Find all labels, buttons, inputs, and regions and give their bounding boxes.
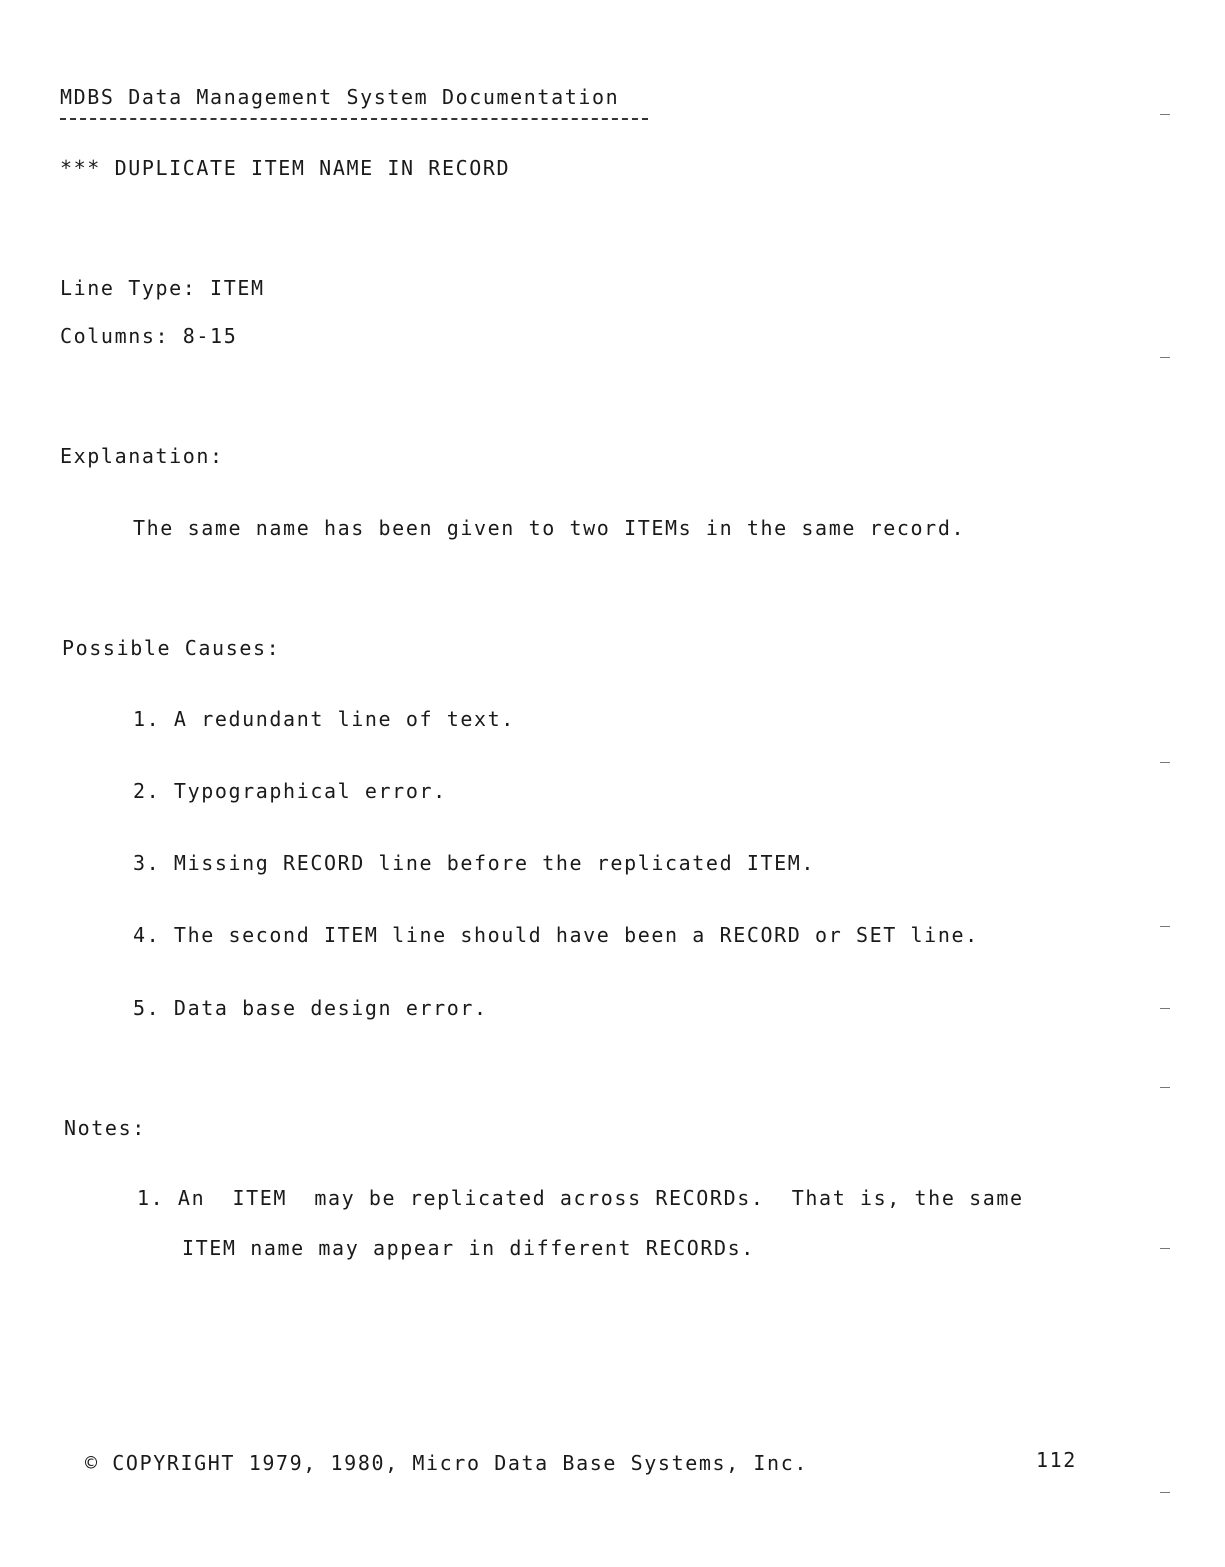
note-item-line2: ITEM name may appear in different RECORDs.	[182, 1236, 755, 1260]
cause-item: 5. Data base design error.	[133, 996, 488, 1020]
margin-mark	[1160, 926, 1170, 927]
error-heading: *** DUPLICATE ITEM NAME IN RECORD	[60, 156, 511, 180]
line-type: Line Type: ITEM	[60, 276, 265, 300]
note-item-line1: 1. An ITEM may be replicated across RECORDs. That is, the same	[137, 1186, 1024, 1210]
margin-mark	[1160, 357, 1170, 358]
cause-item: 2. Typographical error.	[133, 779, 447, 803]
margin-mark	[1160, 1248, 1170, 1249]
margin-mark	[1160, 1492, 1170, 1493]
header-dashed-rule	[60, 118, 648, 120]
cause-item: 4. The second ITEM line should have been a RECORD or SET line.	[133, 923, 979, 947]
margin-mark	[1160, 1008, 1170, 1009]
explanation-text: The same name has been given to two ITEMs in the same record.	[133, 516, 966, 540]
explanation-label: Explanation:	[60, 444, 224, 468]
notes-label: Notes:	[64, 1116, 146, 1140]
copyright-footer: © COPYRIGHT 1979, 1980, Micro Data Base Systems, Inc.	[85, 1451, 808, 1475]
possible-causes-label: Possible Causes:	[62, 636, 281, 660]
margin-mark	[1160, 114, 1170, 115]
margin-mark	[1160, 762, 1170, 763]
page-number: 112	[1036, 1448, 1077, 1472]
cause-item: 3. Missing RECORD line before the replicated ITEM.	[133, 851, 816, 875]
columns: Columns: 8-15	[60, 324, 238, 348]
document-header-title: MDBS Data Management System Documentation	[60, 85, 620, 109]
cause-item: 1. A redundant line of text.	[133, 707, 515, 731]
margin-mark	[1160, 1087, 1170, 1088]
